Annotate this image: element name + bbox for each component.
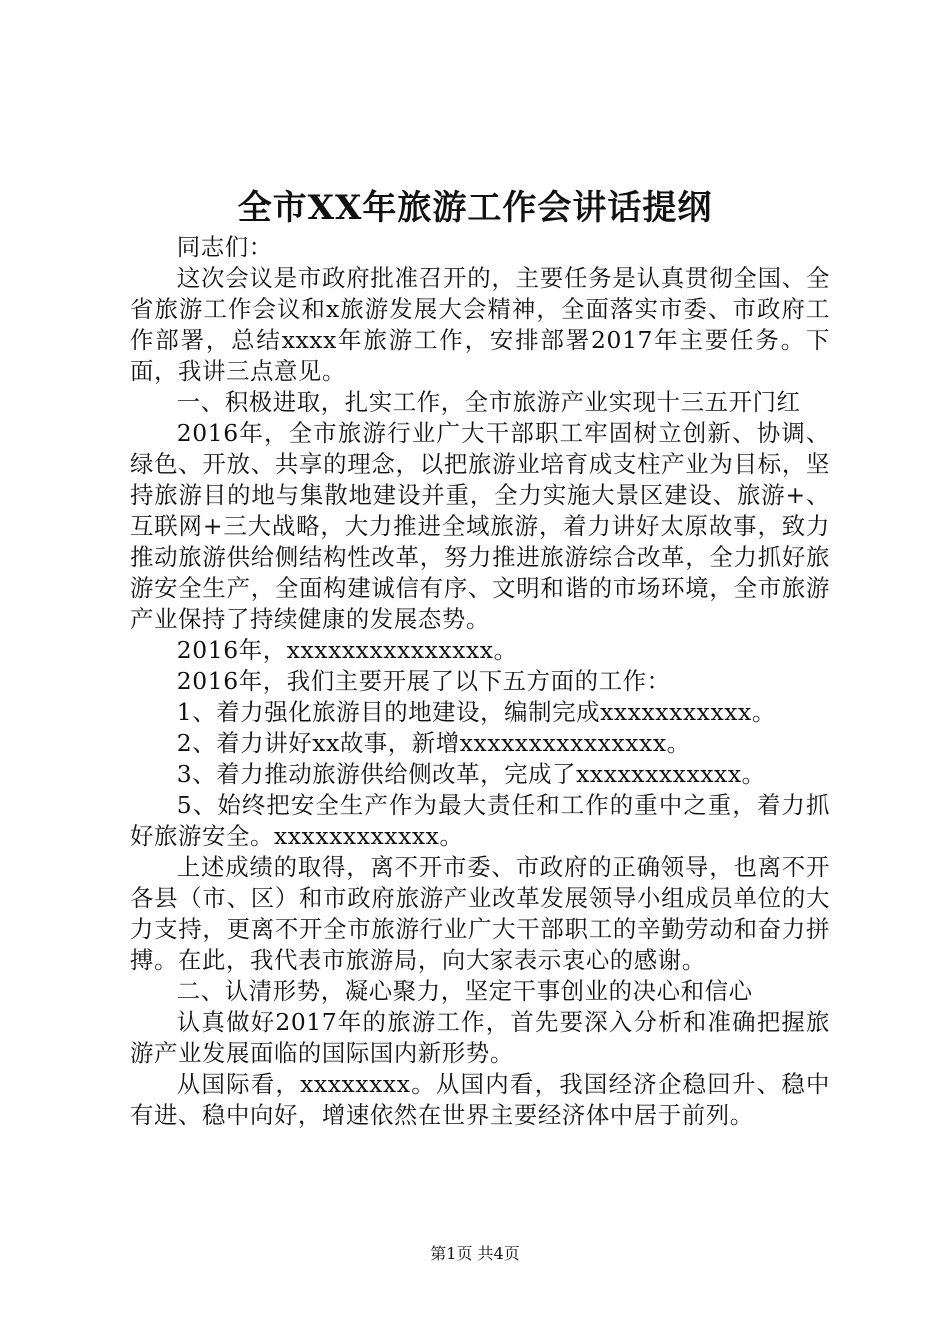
document-body <box>130 232 830 1131</box>
list-item: 5、始终把安全生产作为最大责任和工作的重中之重，着力抓好旅游安全。xxxxxxxxxxxx。 <box>130 791 830 850</box>
list-item: 3、着力推动旅游供给侧改革，完成了xxxxxxxxxxxx。 <box>176 760 766 788</box>
list-item: 1、着力强化旅游目的地建设，编制完成xxxxxxxxxxx。 <box>176 698 776 726</box>
document-title: 全市XX年旅游工作会讲话提纲 <box>237 188 713 228</box>
paragraph: 2016年，我们主要开展了以下五方面的工作： <box>176 667 671 695</box>
paragraph: 这次会议是市政府批准召开的，主要任务是认真贯彻全国、全省旅游工作会议和x旅游发展大会精神，全面落实市委、市政府工作部署，总结xxxx年旅游工作，安排部署2017年主要任务。下面，我讲三点意见。 <box>130 264 830 385</box>
paragraph: 从国际看，xxxxxxxx。从国内看，我国经济企稳回升、稳中有进、稳中向好，增速依然在世界主要经济体中居于前列。 <box>130 1070 830 1129</box>
paragraph: 上述成绩的取得，离不开市委、市政府的正确领导，也离不开各县（市、区）和市政府旅游产业改革发展领导小组成员单位的大力支持，更离不开全市旅游行业广大干部职工的辛勤劳动和奋力拼搏。在此，我代表市旅游局，向大家表示衷心的感谢。 <box>130 853 830 974</box>
paragraph: 2016年，xxxxxxxxxxxxxxx。 <box>176 636 518 664</box>
page-footer: 第1页 共4页 <box>430 1244 520 1263</box>
paragraph: 同志们： <box>176 233 273 261</box>
paragraph: 认真做好2017年的旅游工作，首先要深入分析和准确把握旅游产业发展面临的国际国内新形势。 <box>130 1008 830 1067</box>
section-heading: 一、积极进取，扎实工作，全市旅游产业实现十三五开门红 <box>176 388 801 416</box>
paragraph: 2016年，全市旅游行业广大干部职工牢固树立创新、协调、绿色、开放、共享的理念，以把旅游业培育成支柱产业为目标，坚持旅游目的地与集散地建设并重，全力实施大景区建设、旅游+、互联网+三大战略，大力推进全域旅游，着力讲好太原故事，致力推动旅游供给侧结构性改革，努力推进旅游综合改革，全力抓好旅游安全生产，全面构建诚信有序、文明和谐的市场环境，全市旅游产业保持了持续健康的发展态势。 <box>130 419 830 633</box>
list-item: 2、着力讲好xx故事，新增xxxxxxxxxxxxxxx。 <box>176 729 691 757</box>
section-heading: 二、认清形势，凝心聚力，坚定干事创业的决心和信心 <box>176 977 753 1005</box>
